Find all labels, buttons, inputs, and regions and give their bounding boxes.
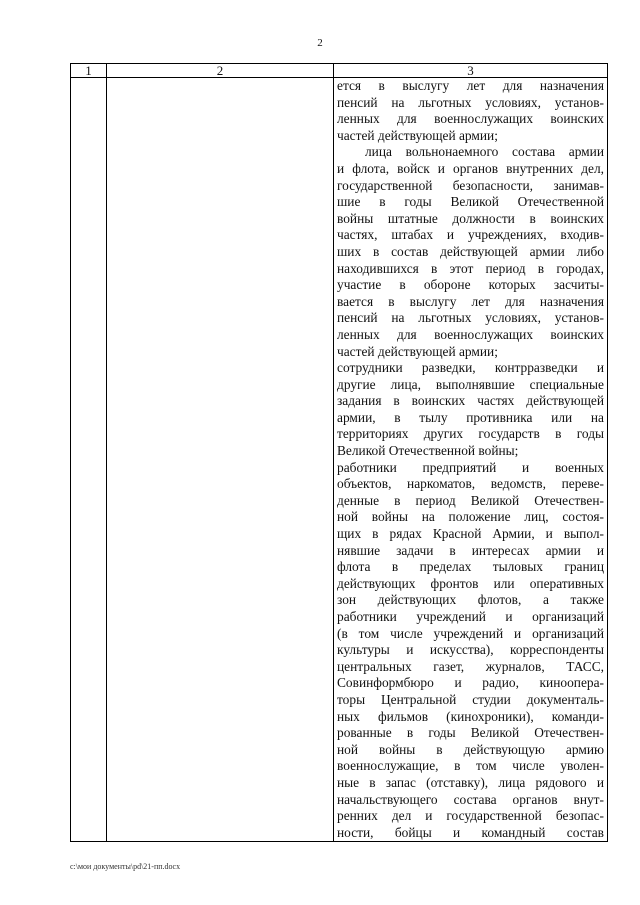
text-line: зон действующих флотов, а также [337, 592, 604, 608]
text-line: Совинформбюро и радио, киноопера- [337, 675, 604, 691]
text-line: начальствующего состава органов внут- [337, 791, 604, 807]
text-line: войны штатные должности в воинских [337, 210, 604, 226]
text-line: нявшие задачи в интересах армии и [337, 542, 604, 558]
column-2-cell [107, 78, 334, 842]
text-line: центральных газет, журналов, ТАСС, [337, 658, 604, 674]
column-header-1: 1 [71, 64, 107, 78]
text-line: ных фильмов (кинохроники), команди- [337, 708, 604, 724]
text-line: сотрудники разведки, контрразведки и [337, 360, 604, 376]
text-line: ные в запас (отставку), лица рядового и [337, 774, 604, 790]
text-line: работники предприятий и военных [337, 459, 604, 475]
text-line: военнослужащие, в том числе уволен- [337, 758, 604, 774]
text-line: работники учреждений и организаций [337, 609, 604, 624]
text-line: вается в выслугу лет для назначения [337, 293, 604, 309]
text-line: ной войны в действующую армию [337, 741, 604, 757]
text-line: находившихся в этот период в городах, [337, 260, 604, 276]
column-1-cell [71, 78, 107, 842]
text-line: армии, в тылу противника или на [337, 409, 604, 425]
text-line: ленных для военнослужащих воинских [337, 326, 604, 342]
text-line: ности, бойцы и командный состав [337, 824, 604, 840]
text-line: (в том числе учреждений и организаций [337, 625, 604, 641]
column-header-2: 2 [107, 64, 334, 78]
text-line: лица вольнонаемного состава армии [365, 144, 604, 160]
text-line: ренних дел и государственной безопас- [337, 808, 604, 824]
text-line: пенсий на льготных условиях, установ- [337, 94, 604, 110]
text-line: частях, штабах и учреждениях, входив- [337, 227, 604, 243]
document-table [70, 63, 608, 842]
column-3-cell [334, 78, 608, 842]
text-line: действующих фронтов или оперативных [337, 575, 604, 591]
table-body-row [71, 78, 608, 842]
text-line: культуры и искусства), корреспонденты [337, 642, 604, 658]
text-line: денные в период Великой Отечествен- [337, 492, 604, 508]
text-line: ной войны на положение лиц, состоя- [337, 509, 604, 525]
text-line: участие в обороне которых засчиты- [337, 277, 604, 293]
text-line: ленных для военнослужащих воинских [337, 111, 604, 127]
text-line: объектов, наркоматов, ведомств, переве- [337, 476, 604, 492]
text-line: шие в годы Великой Отечественной [337, 194, 604, 210]
text-line: ших в состав действующей армии либо [337, 243, 604, 259]
text-line: государственной безопасности, занимав- [337, 177, 604, 193]
page-number: 2 [317, 37, 323, 49]
text-line: и флота, войск и органов внутренних дел, [337, 160, 604, 176]
text-line: частей действующей армии; [337, 127, 498, 143]
file-path-footer: c:\мои документы\pd\21-пп.docx [70, 862, 181, 871]
text-line: щих в рядах Красной Армии, и выпол- [337, 526, 604, 542]
text-line: задания в воинских частях действующей [337, 393, 604, 409]
text-line: ется в выслугу лет для назначения [337, 78, 604, 93]
text-line: торы Центральной студии документаль- [337, 691, 604, 707]
text-line: другие лица, выполнявшие специальные [337, 376, 604, 392]
text-line: флота в пределах тыловых границ [337, 559, 604, 575]
text-line: пенсий на льготных условиях, установ- [337, 310, 604, 326]
column-header-3: 3 [334, 64, 608, 78]
text-line: рованные в годы Великой Отечествен- [337, 725, 604, 741]
table-header-row [71, 64, 608, 78]
text-line: территориях других государств в годы [337, 426, 604, 442]
text-line: Великой Отечественной войны; [337, 443, 519, 459]
text-line: частей действующей армии; [337, 343, 498, 359]
column-3-text [337, 78, 604, 841]
